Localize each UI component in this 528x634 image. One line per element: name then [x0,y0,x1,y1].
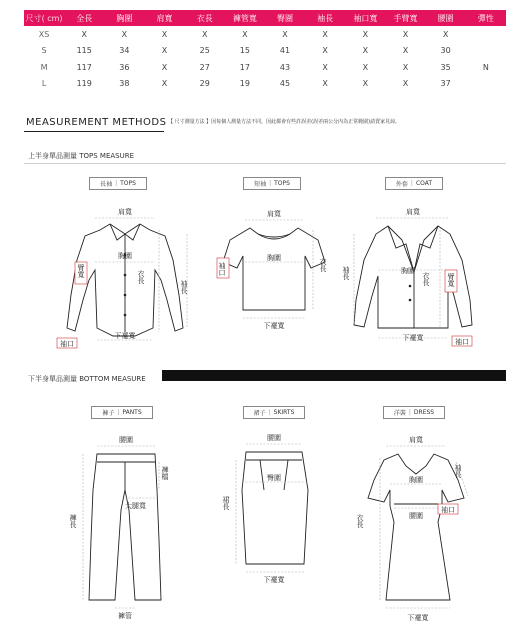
table-cell: X [161,46,168,56]
table-cell: X [402,29,409,39]
table-cell: 115 [76,46,92,56]
table-row [24,59,506,76]
table-cell: M [40,62,48,72]
table-cell: 41 [279,46,291,56]
table-cell: X [322,46,328,56]
label-arm: 臂寬 [77,264,85,278]
label-sleeve: 袖長 [342,266,350,280]
table-cell: 45 [279,79,291,89]
tag-coat: 外套 | COAT [385,177,443,190]
table-cell: 34 [119,46,130,56]
table-cell: XS [38,29,50,39]
table-cell: 38 [119,79,130,89]
table-cell: X [282,29,288,39]
label-length: 衣長 [137,270,145,284]
tops-section-title: 上半身單品測量 TOPS MEASURE [28,152,135,160]
table-cell: 19 [239,79,250,89]
table-cell: X [161,29,168,39]
size-table-header-cell: 手臂寬 [385,10,425,26]
label-length: 褲長 [69,514,77,528]
label-hip: 臀圍 [267,474,281,482]
table-cell: X [81,29,87,39]
label-cuff: 袖口 [60,340,74,348]
size-table-header-cell: 全長 [64,10,104,26]
label-length: 衣長 [356,514,364,528]
table-row [24,76,506,93]
table-cell: 17 [239,62,250,72]
table-cell [466,26,506,43]
label-hem: 下襬寬 [263,322,285,330]
table-cell: 29 [199,79,210,89]
label-length: 衣長 [422,272,430,286]
label-hem: 下襬寬 [114,332,136,340]
size-table-body [24,26,506,92]
label-cuff: 袖口 [441,506,455,514]
table-cell: 43 [279,62,291,72]
table-cell: X [121,29,128,39]
table-cell: X [402,62,409,72]
table-cell: L [41,79,47,89]
size-table-header-cell: 胸圍 [104,10,144,26]
skirt-diagram [220,430,330,595]
size-table [24,10,506,92]
table-cell: X [322,62,328,72]
label-chest: 胸圍 [267,254,281,262]
pants-diagram [65,430,190,625]
short-sleeve-diagram [215,200,340,340]
measurement-note: 【 尺寸測量方法 】因每個人測量方法不同，因此都會有些許誤差(誤差兩公分內為正常範圍)請賣家見諒。 [168,119,401,125]
table-cell: 119 [76,79,92,89]
tag-dress: 洋裝 | DRESS [383,406,445,419]
size-table-header-cell: 褲管寬 [225,10,265,26]
tag-short-sleeve: 短袖 | TOPS [243,177,301,190]
size-table-header-cell: 腰圍 [426,10,466,26]
size-table-header-cell: 臀圍 [265,10,305,26]
size-table-header-cell: 肩寬 [144,10,184,26]
label-hem: 下襬寬 [402,334,424,342]
label-shoulder: 肩寬 [406,208,420,216]
size-table-header-cell: 袖口寬 [345,10,385,26]
size-table-header-cell: 彈性 [466,10,506,26]
label-length: 衣長 [319,258,327,272]
label-arm: 臂寬 [447,273,455,287]
table-cell: X [402,46,409,56]
measurement-title: MEASUREMENT METHODS [26,117,167,128]
label-waist: 腰圍 [119,436,133,444]
label-cuff: 袖口 [455,338,469,346]
table-row [24,43,506,60]
size-table-header-cell: 尺寸( cm) [24,10,64,26]
label-cuff: 袖口 [218,262,226,276]
tag-skirts: 裙子 | SKIRTS [243,406,305,419]
label-shoulder: 肩寬 [409,436,423,444]
long-sleeve-diagram [55,200,200,355]
label-hem: 褲管 [118,612,132,620]
table-cell: X [201,29,208,39]
label-length: 裙長 [222,496,230,510]
table-cell: 117 [76,62,92,72]
table-cell: 15 [239,46,250,56]
table-cell [466,76,506,93]
label-sleeve: 袖長 [180,280,188,294]
label-waist: 腰圍 [409,512,423,520]
table-cell: X [322,29,328,39]
size-table-header-cell: 袖長 [305,10,345,26]
table-cell: N [482,62,489,72]
table-cell: X [242,29,248,39]
table-cell: 35 [440,62,451,72]
table-cell: 30 [440,46,451,56]
coat-diagram [340,200,490,355]
bottoms-section-title: 下半身單品測量 BOTTOM MEASURE [28,375,146,383]
tag-long-sleeve: 長袖 | TOPS [89,177,147,190]
size-table-header [24,10,506,26]
table-cell: X [442,29,449,39]
table-cell: 37 [440,79,451,89]
table-cell: 36 [119,62,130,72]
tops-divider [24,163,506,164]
table-row [24,26,506,43]
label-rise: 褲檔 [161,466,169,480]
label-sleeve: 袖長 [454,464,462,478]
bottoms-divider-bar [162,370,506,381]
dress-diagram [350,430,480,625]
label-hem: 下襬寬 [407,614,429,622]
label-shoulder: 肩寬 [267,210,281,218]
table-cell [466,43,506,60]
table-cell: X [362,46,369,56]
table-cell: X [322,79,328,89]
table-cell: X [362,29,369,39]
table-cell: X [161,79,168,89]
label-shoulder: 肩寬 [118,208,132,216]
tag-pants: 褲子 | PANTS [91,406,153,419]
table-cell: X [161,62,168,72]
size-table-header-cell: 衣長 [185,10,225,26]
label-chest: 胸圍 [401,267,415,275]
table-cell: 25 [199,46,210,56]
label-thigh: 大腿寬 [125,502,146,510]
label-chest: 胸圍 [118,252,132,260]
table-cell: X [362,62,369,72]
table-cell: S [41,46,47,56]
label-chest: 胸圍 [409,476,423,484]
table-cell: X [402,79,409,89]
measurement-underline [24,131,164,132]
table-cell: 27 [199,62,210,72]
table-cell: X [362,79,369,89]
label-hem: 下襬寬 [263,576,285,584]
label-waist: 腰圍 [267,434,281,442]
